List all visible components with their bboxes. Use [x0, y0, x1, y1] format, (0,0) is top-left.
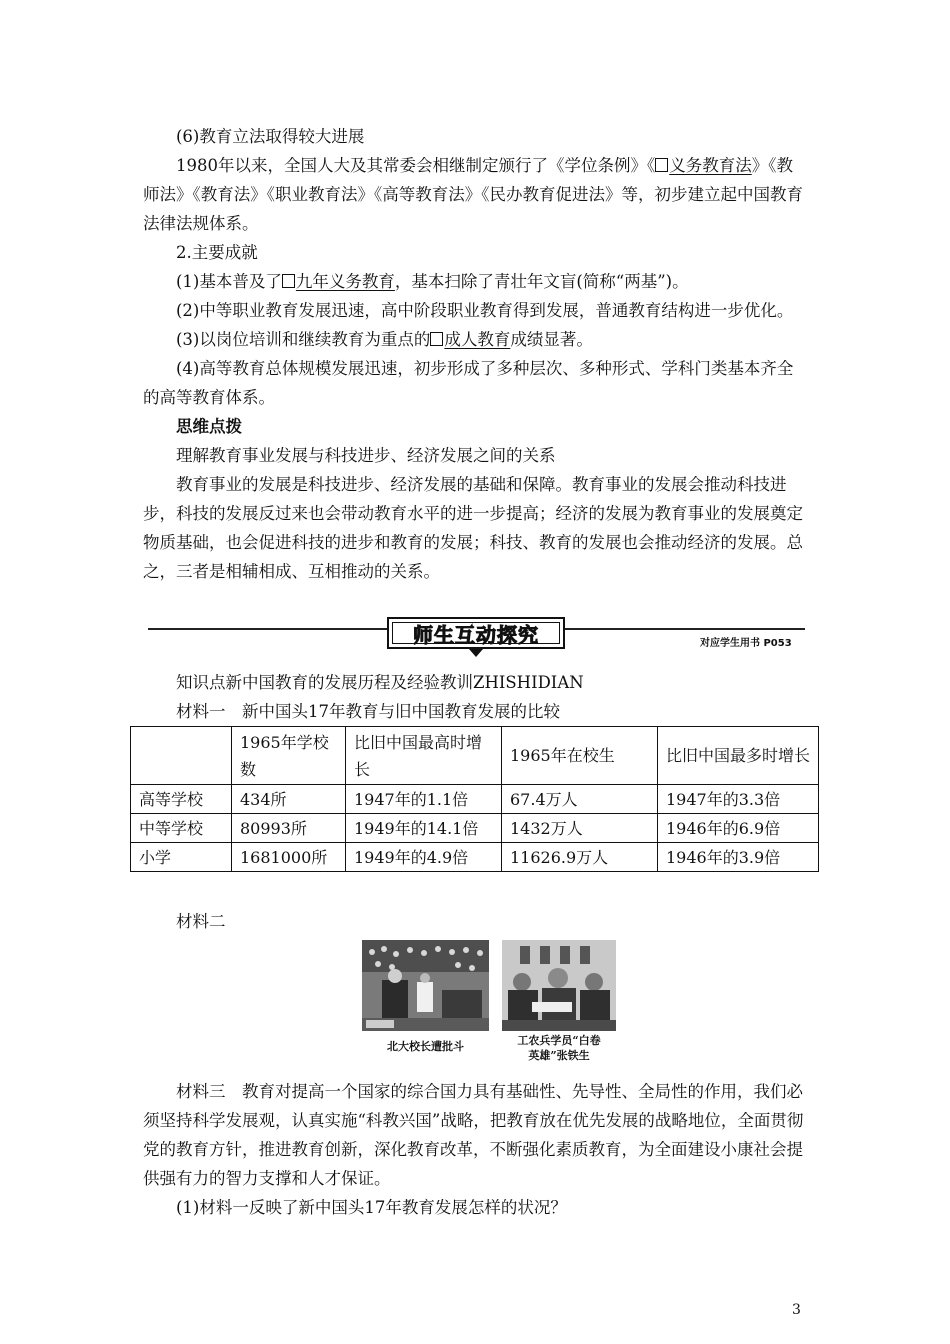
material2-title: 材料二 — [176, 912, 226, 931]
table-cell: 1947年的3.3倍 — [658, 785, 819, 814]
blank-box-icon — [430, 332, 443, 346]
page-number: 3 — [792, 1302, 801, 1318]
table-cell: 67.4万人 — [502, 785, 658, 814]
table-cell: 434所 — [232, 785, 346, 814]
fill-blank-nine-year — [282, 272, 395, 291]
fill-text: 成人教育 — [444, 330, 511, 349]
table-cell: 1949年的4.9倍 — [346, 843, 502, 872]
thinking-subtitle: 理解教育事业发展与科技进步、经济发展之间的关系 — [176, 446, 556, 465]
comparison-table — [130, 726, 819, 872]
item3-text-a: (3)以岗位培训和继续教育为重点的 — [176, 330, 431, 349]
item1-text-b: ，基本扫除了青壮年文盲(简称“两基”)。 — [394, 272, 689, 291]
achievements-heading: 2.主要成就 — [176, 243, 258, 262]
fill-blank-adult-edu — [430, 330, 510, 349]
table-cell: 高等学校 — [131, 785, 232, 814]
table-cell: 1946年的3.9倍 — [658, 843, 819, 872]
table-row — [131, 843, 819, 872]
photo1-caption: 北大校长遭批斗 — [387, 1040, 464, 1053]
table-row — [131, 814, 819, 843]
fill-text: 九年义务教育 — [295, 272, 395, 291]
photo2-caption — [496, 1033, 622, 1063]
table-cell: 11626.9万人 — [502, 843, 658, 872]
material1-title: 材料一 新中国头17年教育与旧中国教育发展的比较 — [176, 702, 560, 721]
legislation-text-b: 》《教师法》《教育法》《职业教育法》《高等教育法》《民办教育促进法》等，初步建立起中国教育法律法规体系。 — [143, 156, 803, 233]
item1-text-a: (1)基本普及了 — [176, 272, 282, 291]
fill-blank-compulsory-law — [655, 156, 752, 175]
item3-text-b: 成绩显著。 — [510, 330, 593, 349]
students-photo-icon — [502, 940, 616, 1031]
fill-text: 义务教育法 — [669, 156, 752, 175]
photo-peking-univ-president — [362, 940, 489, 1031]
knowledge-point-title: 知识点新中国教育的发展历程及经验教训ZHISHIDIAN — [176, 673, 584, 692]
table-cell: 小学 — [131, 843, 232, 872]
banner-pointer-icon — [469, 649, 483, 657]
achievement-item-1 — [143, 267, 809, 296]
banner-left-rule — [148, 628, 387, 630]
photo2-caption-line2: 英雄”张铁生 — [528, 1049, 590, 1062]
table-header-cell: 比旧中国最高时增长 — [346, 727, 502, 785]
banner-right-rule — [565, 628, 805, 630]
photo-zhang-tiesheng — [502, 940, 616, 1031]
blank-box-icon — [655, 158, 668, 172]
blank-box-icon — [282, 274, 295, 288]
table-header-row — [131, 727, 819, 785]
achievement-item-4: (4)高等教育总体规模发展迅速，初步形成了多种层次、多种形式、学科门类基本齐全的高等教育体系。 — [143, 359, 794, 407]
table-cell: 1947年的1.1倍 — [346, 785, 502, 814]
banner-page-ref: 对应学生用书 P053 — [700, 638, 792, 649]
achievement-item-2: (2)中等职业教育发展迅速，高中阶段职业教育得到发展，普通教育结构进一步优化。 — [176, 301, 794, 320]
section-banner — [387, 617, 565, 649]
table-header-cell: 1965年在校生 — [502, 727, 658, 785]
material3-paragraph: 材料三 教育对提高一个国家的综合国力具有基础性、先导性、全局性的作用，我们必须坚持科学发展观，认真实施“科教兴国”战略，把教育放在优先发展的战略地位，全面贯彻党的教育方针，推进教育创新，深化教育改革，不断强化素质教育，为全面建设小康社会提供强有力的智力支撑和人才保证。 — [143, 1082, 804, 1188]
table-header-cell — [131, 727, 232, 785]
achievement-item-3 — [143, 325, 809, 354]
thinking-heading: 思维点拨 — [176, 417, 242, 436]
photo2-caption-line1: 工农兵学员“白卷 — [517, 1034, 601, 1047]
table-header-cell: 比旧中国最多时增长 — [658, 727, 819, 785]
legislation-text-a: 1980年以来，全国人大及其常委会相继制定颁行了《学位条例》《 — [176, 156, 656, 175]
crowd-photo-icon — [362, 940, 489, 1031]
table-cell: 80993所 — [232, 814, 346, 843]
section-heading-legislation: (6)教育立法取得较大进展 — [176, 127, 365, 146]
table-header-cell: 1965年学校数 — [232, 727, 346, 785]
table-row — [131, 785, 819, 814]
question-1: (1)材料一反映了新中国头17年教育发展怎样的状况？ — [176, 1198, 567, 1217]
table-cell: 1432万人 — [502, 814, 658, 843]
table-cell: 1946年的6.9倍 — [658, 814, 819, 843]
table-cell: 1681000所 — [232, 843, 346, 872]
legislation-paragraph — [143, 151, 809, 238]
table-cell: 中等学校 — [131, 814, 232, 843]
banner-title: 师生互动探究 — [392, 622, 560, 644]
thinking-body: 教育事业的发展是科技进步、经济发展的基础和保障。教育事业的发展会推动科技进步，科技的发展反过来也会带动教育水平的进一步提高；经济的发展为教育事业的发展奠定物质基础，也会促进科技的进步和教育的发展；科技、教育的发展也会推动经济的发展。总之，三者是相辅相成、互相推动的关系。 — [143, 475, 803, 581]
table-cell: 1949年的14.1倍 — [346, 814, 502, 843]
